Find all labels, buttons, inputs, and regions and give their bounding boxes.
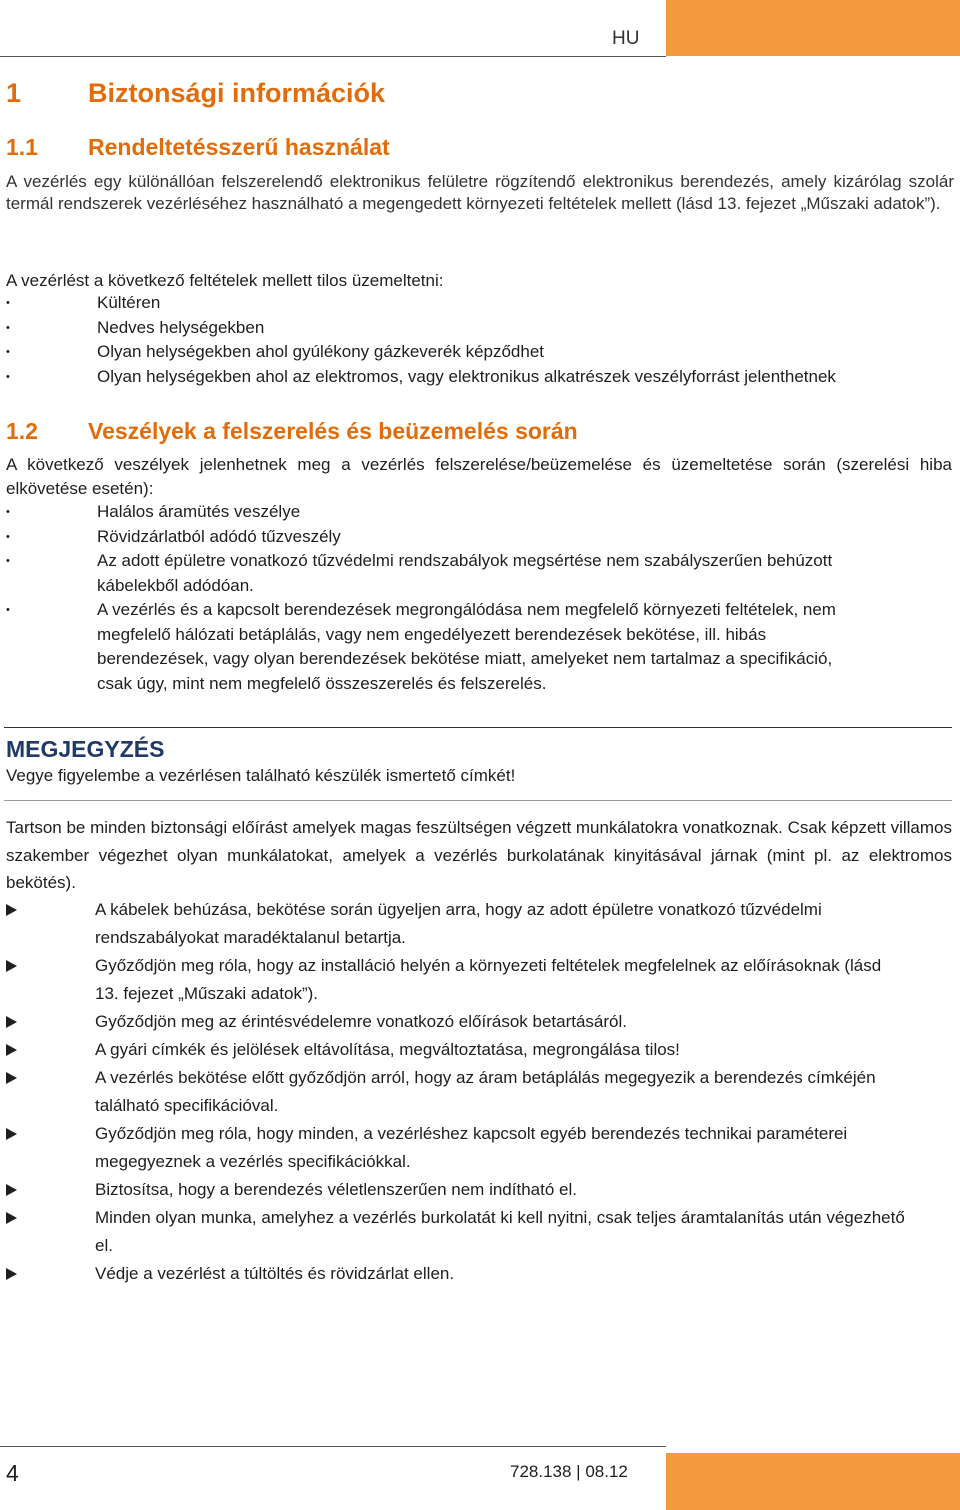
list-item bbox=[6, 1064, 906, 1120]
section-title: Biztonsági információk bbox=[88, 78, 386, 108]
arrow-right-icon bbox=[6, 1016, 17, 1028]
page-number: 4 bbox=[6, 1460, 19, 1486]
list-item-text: A vezérlés bekötése előtt győződjön arról, hogy az áram betáplálás megegyezik a berendezés címkéjén található specifikációval. bbox=[95, 1068, 876, 1115]
subsection-title: Rendeltetésszerű használat bbox=[88, 134, 390, 160]
arrow-right-icon bbox=[6, 1128, 17, 1140]
arrow-right-icon bbox=[6, 1044, 17, 1056]
list-item-text: A gyári címkék és jelölések eltávolítása, megváltoztatása, megrongálása tilos! bbox=[95, 1040, 680, 1059]
arrow-right-icon bbox=[6, 1212, 17, 1224]
list-item: • Halálos áramütés veszélye bbox=[6, 500, 836, 525]
note-text: Vegye figyelembe a vezérlésen található készülék ismertető címkét! bbox=[6, 766, 516, 785]
header-accent-block bbox=[666, 0, 960, 56]
list-item bbox=[6, 896, 906, 952]
subsection-heading-1-1 bbox=[6, 134, 390, 161]
footer-accent-block bbox=[666, 1453, 960, 1510]
list-item-text: Győződjön meg róla, hogy minden, a vezérléshez kapcsolt egyéb berendezés technikai paraméterei megegyeznek a vezérlés specifikációkkal. bbox=[95, 1124, 848, 1171]
prohibited-intro: A vezérlést a következő feltételek mellett tilos üzemeltetni: bbox=[6, 271, 444, 290]
list-item: • Olyan helységekben ahol az elektromos, vagy elektronikus alkatrészek veszélyforrást jelenthetnek bbox=[6, 365, 946, 390]
note-title: MEGJEGYZÉS bbox=[6, 736, 165, 762]
list-item-text: Győződjön meg róla, hogy az installáció helyén a környezeti feltételek megfelelnek az előírásoknak (lásd 13. fejezet „Műszaki adatok”). bbox=[95, 956, 882, 1003]
note-bottom-rule bbox=[4, 800, 952, 801]
list-item: • Rövidzárlatból adódó tűzveszély bbox=[6, 525, 836, 550]
prohibited-list bbox=[6, 291, 946, 389]
language-label: HU bbox=[612, 28, 640, 49]
list-item bbox=[6, 1120, 906, 1176]
subsection-number: 1.1 bbox=[6, 134, 38, 160]
list-item-text: Biztosítsa, hogy a berendezés véletlenszerűen nem indítható el. bbox=[95, 1180, 577, 1199]
list-item-text: Minden olyan munka, amelyhez a vezérlés burkolatát ki kell nyitni, csak teljes áramtalanítás után végezhető el. bbox=[95, 1208, 905, 1255]
list-item-text: Győződjön meg az érintésvédelemre vonatkozó előírások betartásáról. bbox=[95, 1012, 628, 1031]
section-heading bbox=[6, 78, 385, 109]
list-item bbox=[6, 952, 906, 1008]
safety-intro: Tartson be minden biztonsági előírást amelyek magas feszültségen végzett munkálatokra vonatkoznak. Csak képzett villamos szakember végezhet olyan munkálatokat, amelyek a vezérlés burkolatának kinyitásával járnak (mint pl. az elektromos bekötés). bbox=[6, 818, 952, 892]
hazards-list bbox=[6, 500, 836, 696]
list-item: • A vezérlés és a kapcsolt berendezések megrongálódása nem megfelelő környezeti feltételek, nem megfelelő hálózati betáplálás, vagy nem engedélyezett berendezések bekötése, ill. hibás berendezések, vagy olyan berendezések bekötése miatt, amelyeket nem tartalmaz a specifikáció, csak úgy, mint nem megfelelő összeszerelés és felszerelés. bbox=[6, 598, 836, 696]
arrow-right-icon bbox=[6, 1184, 17, 1196]
section-number: 1 bbox=[6, 78, 22, 108]
footer-rule bbox=[0, 1446, 666, 1447]
list-item bbox=[6, 1008, 906, 1036]
document-reference: 728.138 | 08.12 bbox=[510, 1462, 628, 1481]
list-item bbox=[6, 1176, 906, 1204]
arrow-right-icon bbox=[6, 1072, 17, 1084]
list-item: • Kültéren bbox=[6, 291, 946, 316]
subsection-title: Veszélyek a felszerelés és beüzemelés során bbox=[88, 418, 578, 444]
hazards-intro: A következő veszélyek jelenhetnek meg a vezérlés felszerelése/beüzemelése és üzemeltetése során (szerelési hiba elkövetése esetén): bbox=[6, 455, 952, 498]
arrow-right-icon bbox=[6, 1268, 17, 1280]
list-item-text: Védje a vezérlést a túltöltés és rövidzárlat ellen. bbox=[95, 1264, 455, 1283]
note-top-rule bbox=[4, 727, 952, 728]
subsection-number: 1.2 bbox=[6, 418, 38, 444]
list-item bbox=[6, 1204, 906, 1260]
arrow-right-icon bbox=[6, 904, 17, 916]
list-item: • Olyan helységekben ahol gyúlékony gázkeverék képződhet bbox=[6, 340, 946, 365]
list-item bbox=[6, 1036, 906, 1064]
list-item: • Az adott épületre vonatkozó tűzvédelmi rendszabályok megsértése nem szabályszerűen behúzott kábelekből adódóan. bbox=[6, 549, 836, 598]
subsection-heading-1-2 bbox=[6, 418, 578, 445]
header-rule bbox=[0, 56, 666, 57]
safety-list bbox=[6, 896, 906, 1288]
list-item: • Nedves helységekben bbox=[6, 316, 946, 341]
arrow-right-icon bbox=[6, 960, 17, 972]
list-item bbox=[6, 1260, 906, 1288]
intended-use-paragraph: A vezérlés egy különállóan felszerelendő elektronikus felületre rögzítendő elektronikus berendezés, amely kizárólag szolár termál rendszerek vezérléséhez használható a megengedett környezeti feltételek mellett (lásd 13. fejezet „Műszaki adatok”). bbox=[6, 172, 954, 213]
list-item-text: A kábelek behúzása, bekötése során ügyeljen arra, hogy az adott épületre vonatkozó tűzvédelmi rendszabályokat maradéktalanul betartja. bbox=[95, 900, 822, 947]
